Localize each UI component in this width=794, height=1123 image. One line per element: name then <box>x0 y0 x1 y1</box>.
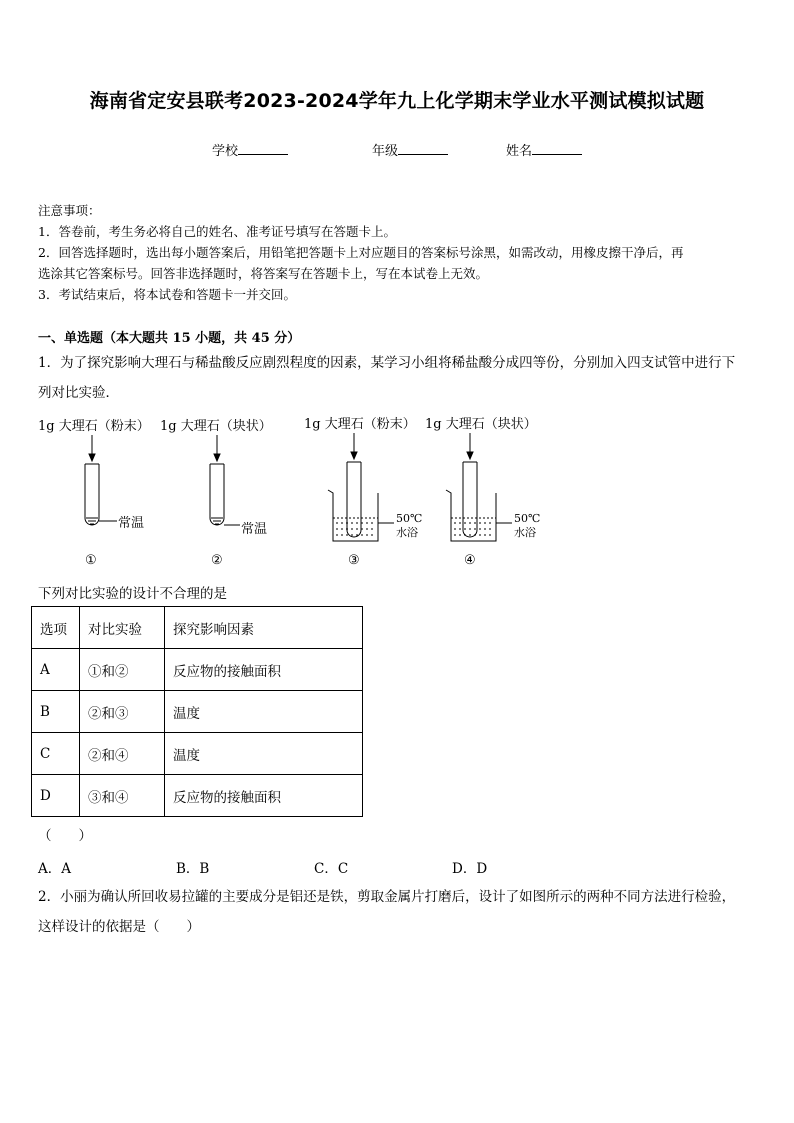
name-blank <box>532 142 582 155</box>
notes-item: 3．考试结束后，将本试卷和答题卡一并交回。 <box>38 287 296 302</box>
notes-heading: 注意事项： <box>38 203 101 218</box>
table-header: 选项 <box>32 607 80 649</box>
fig-label-2: 1g 大理石（块状） <box>160 419 272 434</box>
table-cell: 反应物的接触面积 <box>165 649 363 691</box>
table-cell: ①和② <box>80 649 165 691</box>
experiment-figure <box>0 430 794 580</box>
answer-paren: （ ） <box>38 828 92 844</box>
fig-label-4: 1g 大理石（块状） <box>425 417 537 432</box>
q1-line2: 列对比实验． <box>38 385 119 401</box>
table-cell: 温度 <box>165 691 363 733</box>
cond-bath-4 <box>514 512 540 540</box>
cond-temp-3: 50℃ <box>396 512 423 525</box>
school-blank <box>238 142 288 155</box>
option-c: C．C <box>314 861 349 877</box>
table-row <box>32 649 363 691</box>
notes-block <box>38 200 683 305</box>
tube-number-4: ④ <box>464 553 476 568</box>
q1-text <box>38 348 735 408</box>
section-heading: 一、单选题（本大题共 15 小题，共 45 分） <box>38 331 301 346</box>
test-tube-2 <box>210 435 240 525</box>
table-header: 探究影响因素 <box>165 607 363 649</box>
option-d: D．D <box>452 861 488 877</box>
q2-text <box>38 882 735 942</box>
fig-label-1: 1g 大理石（粉末） <box>38 419 150 434</box>
cond-bath-label-3: 水浴 <box>396 526 418 539</box>
q1-line1: 1．为了探究影响大理石与稀盐酸反应剧烈程度的因素，某学习小组将稀盐酸分成四等份，分别加入四支试管中进行下 <box>38 355 736 371</box>
table-header-row <box>32 607 363 649</box>
q1-prompt: 下列对比实验的设计不合理的是 <box>38 586 227 602</box>
table-cell: 温度 <box>165 733 363 775</box>
test-tube-1 <box>85 435 117 525</box>
table-cell: B <box>32 691 80 733</box>
cond-bath-3 <box>396 512 422 540</box>
cond-bath-label-4: 水浴 <box>514 526 536 539</box>
q2-line2: 这样设计的依据是（ ） <box>38 919 200 935</box>
table-cell: ②和④ <box>80 733 165 775</box>
table-cell: ③和④ <box>80 775 165 817</box>
table-header: 对比实验 <box>80 607 165 649</box>
school-field <box>212 140 288 159</box>
table-row <box>32 733 363 775</box>
beaker-4 <box>446 433 512 541</box>
notes-item: 选涂其它答案标号。回答非选择题时，将答案写在答题卡上，写在本试卷上无效。 <box>38 266 489 281</box>
option-b: B．B <box>176 861 210 877</box>
tube-number-1: ① <box>85 553 97 568</box>
fig-label-3: 1g 大理石（粉末） <box>304 417 416 432</box>
table-cell: ②和③ <box>80 691 165 733</box>
table-cell: A <box>32 649 80 691</box>
option-a: A．A <box>38 861 71 877</box>
page-title: 海南省定安县联考2023-2024学年九上化学期末学业水平测试模拟试题 <box>89 90 705 112</box>
cond-temp-4: 50℃ <box>514 512 541 525</box>
beaker-3 <box>328 433 394 541</box>
grade-blank <box>398 142 448 155</box>
table-cell: 反应物的接触面积 <box>165 775 363 817</box>
tube-number-2: ② <box>211 553 223 568</box>
grade-label: 年级 <box>372 144 399 159</box>
name-label: 姓名 <box>506 144 533 159</box>
q2-line1: 2．小丽为确认所回收易拉罐的主要成分是铝还是铁，剪取金属片打磨后，设计了如图所示的两种不同方法进行检验， <box>38 889 736 905</box>
table-cell: D <box>32 775 80 817</box>
options-table <box>31 606 363 817</box>
cond-room-1: 常温 <box>118 516 145 531</box>
notes-item: 2．回答选择题时，选出每小题答案后，用铅笔把答题卡上对应题目的答案标号涂黑，如需改动，用橡皮擦干净后，再 <box>38 245 684 260</box>
table-row <box>32 691 363 733</box>
name-field <box>506 140 582 159</box>
notes-item: 1．答卷前，考生务必将自己的姓名、准考证号填写在答题卡上。 <box>38 224 396 239</box>
grade-field <box>372 140 448 159</box>
cond-room-2: 常温 <box>241 522 268 537</box>
school-label: 学校 <box>212 144 239 159</box>
tube-number-3: ③ <box>348 553 360 568</box>
table-cell: C <box>32 733 80 775</box>
table-row <box>32 775 363 817</box>
